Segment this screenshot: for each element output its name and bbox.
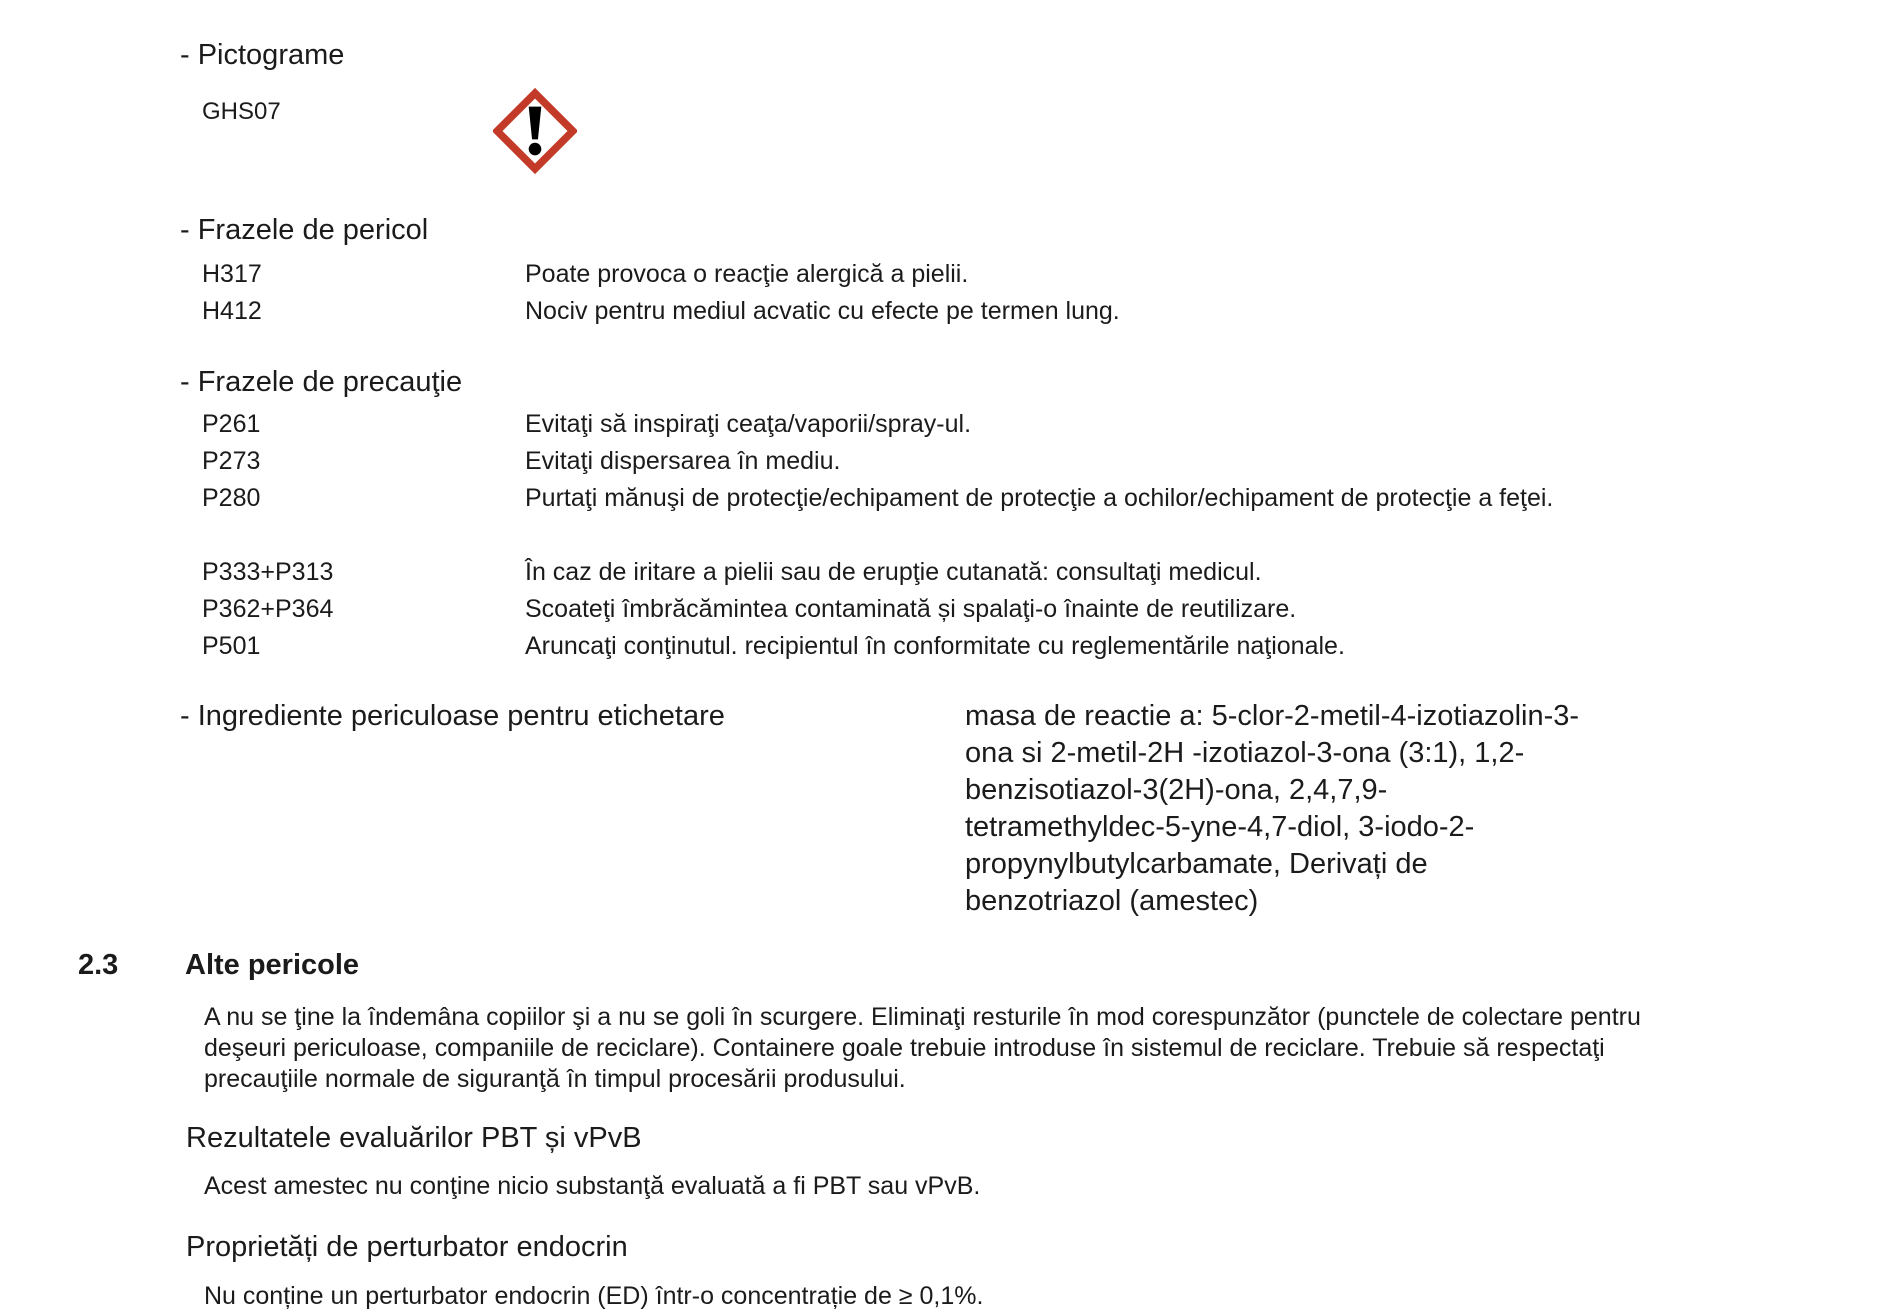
pbt-assessment-text: Acest amestec nu conţine nicio substanţă evaluată a fi PBT sau vPvB. <box>204 1172 981 1200</box>
hazard-code: H412 <box>202 297 262 325</box>
precaution-text: Evitaţi dispersarea în mediu. <box>525 447 841 475</box>
precaution-text: Aruncaţi conţinutul. recipientul în conformitate cu reglementările naţionale. <box>525 632 1345 660</box>
precaution-text: Evitaţi să inspiraţi ceaţa/vaporii/spray-ul. <box>525 410 972 438</box>
pictograms-header: - Pictograme <box>180 39 345 71</box>
section-title: Alte pericole <box>185 949 360 981</box>
pbt-assessment-heading: Rezultatele evaluărilor PBT și vPvB <box>186 1122 642 1154</box>
hazard-text: Nociv pentru mediul acvatic cu efecte pe termen lung. <box>525 297 1120 325</box>
hazardous-ingredients-header: - Ingrediente periculoase pentru etichetare <box>180 700 725 732</box>
ingredient-line: benzisotiazol-3(2H)-ona, 2,4,7,9- <box>965 774 1388 806</box>
precaution-code: P501 <box>202 632 261 660</box>
precaution-code: P261 <box>202 410 261 438</box>
endocrine-properties-heading: Proprietăți de perturbator endocrin <box>186 1231 628 1263</box>
precaution-code: P333+P313 <box>202 558 334 586</box>
hazard-statements-header: - Frazele de pericol <box>180 214 429 246</box>
precaution-code: P362+P364 <box>202 595 334 623</box>
hazard-text: Poate provoca o reacţie alergică a pielii. <box>525 260 969 288</box>
ingredient-line: benzotriazol (amestec) <box>965 885 1259 917</box>
ingredient-line: propynylbutylcarbamate, Derivați de <box>965 848 1428 880</box>
hazard-code: H317 <box>202 260 262 288</box>
precaution-text: Scoateţi îmbrăcămintea contaminată și spalaţi-o înainte de reutilizare. <box>525 595 1297 623</box>
ingredient-line: ona si 2-metil-2H -izotiazol-3-ona (3:1), 1,2- <box>965 737 1525 769</box>
precautionary-statements-header: - Frazele de precauţie <box>180 366 463 398</box>
precaution-text: Purtaţi mănuşi de protecţie/echipament de protecţie a ochilor/echipament de protecţie a feţei. <box>525 484 1554 512</box>
precaution-code: P273 <box>202 447 261 475</box>
ingredient-line: tetramethyldec-5-yne-4,7-diol, 3-iodo-2- <box>965 811 1475 843</box>
precaution-text: În caz de iritare a pielii sau de erupţie cutanată: consultaţi medicul. <box>525 558 1262 586</box>
ingredient-line: masa de reactie a: 5-clor-2-metil-4-izotiazolin-3- <box>965 700 1580 732</box>
ghs07-code-label: GHS07 <box>202 98 281 125</box>
section-number: 2.3 <box>78 949 119 981</box>
ghs07-exclamation-diamond-icon <box>493 86 577 176</box>
other-hazards-paragraph: A nu se ţine la îndemâna copiilor şi a nu se goli în scurgere. Eliminaţi resturile în mod corespunzător (punctele de colectare pentru deşeuri periculoase, companiile de reciclare). Containere goale trebuie introduse în sistemul de reciclare. Trebuie să respectaţi precauţiile normale de siguranţă în timpul procesării produsului. <box>204 1003 1641 1093</box>
precaution-code: P280 <box>202 484 261 512</box>
hazardous-ingredients-text <box>965 698 1579 920</box>
endocrine-properties-text: Nu conține un perturbator endocrin (ED) într-o concentrație de ≥ 0,1%. <box>204 1282 984 1310</box>
